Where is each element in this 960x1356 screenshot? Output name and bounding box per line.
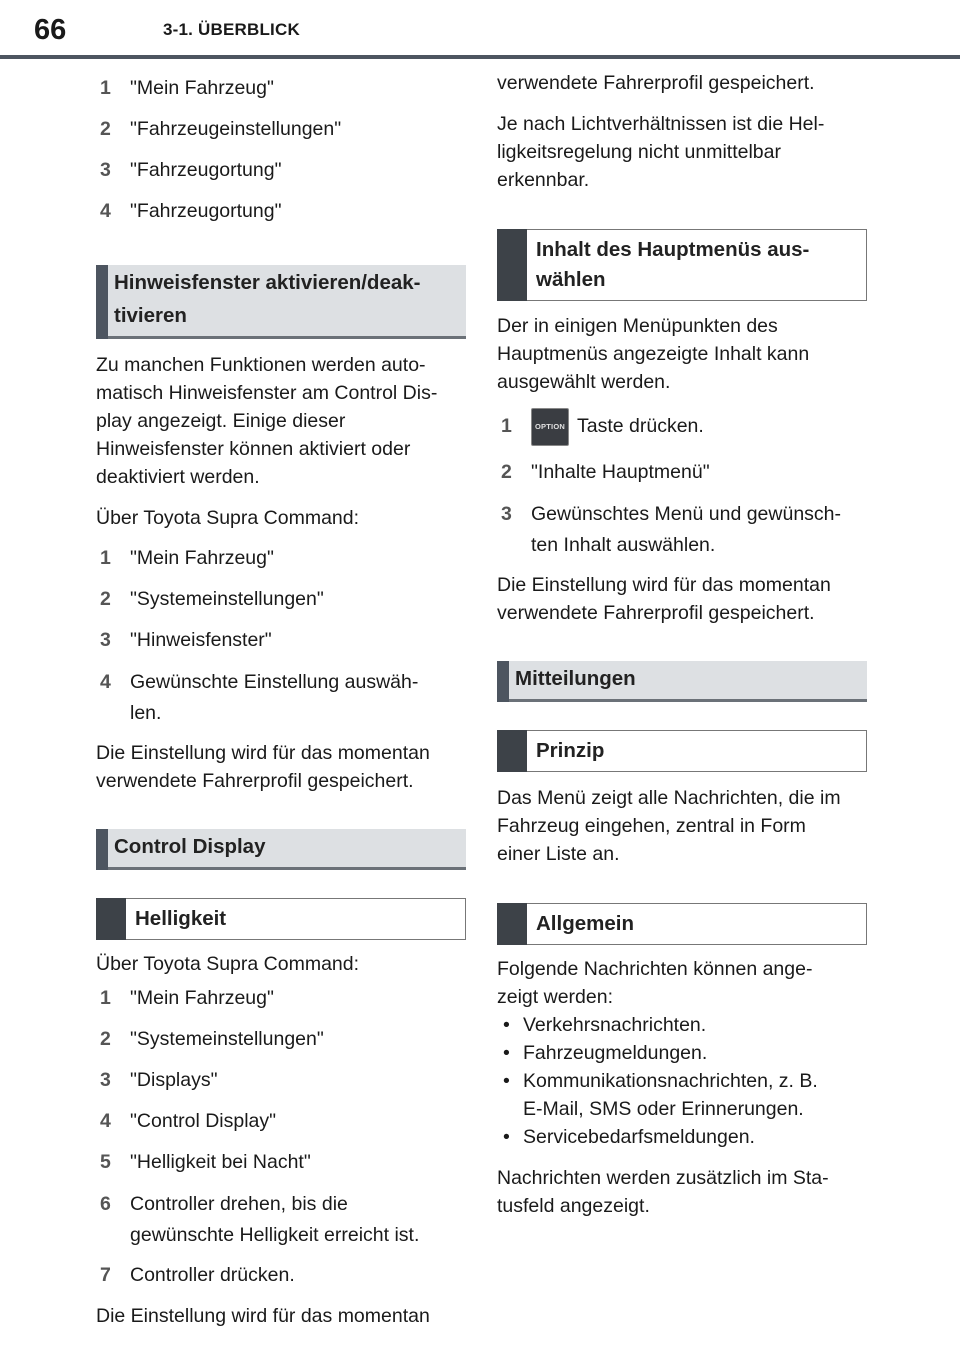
list-item-text: E-Mail, SMS oder Erinnerungen.: [523, 1098, 804, 1120]
text-line: Die Einstellung wird für das momentan: [96, 1305, 430, 1327]
list-item-text: Fahrzeugmeldungen.: [523, 1042, 708, 1064]
list-item: [497, 1011, 867, 1039]
step-text: "Displays": [130, 1069, 218, 1091]
intro-step-4: [96, 191, 466, 232]
inhalt-step-2: [497, 452, 867, 493]
text-line: Nachrichten werden zusätzlich im Sta-: [497, 1167, 829, 1189]
step-text: "Inhalte Hauptmenü": [531, 461, 710, 483]
chapter-title: 3-1. ÜBERBLICK: [163, 20, 300, 39]
step-number: 3: [501, 503, 512, 525]
list-item: [497, 1039, 867, 1067]
step-number: 1: [501, 415, 512, 437]
heading-text: Prinzip: [536, 739, 605, 762]
step-text: "Mein Fahrzeug": [130, 77, 274, 99]
text-line: ligkeitsregelung nicht unmittelbar: [497, 141, 781, 163]
list-item: [497, 1067, 867, 1123]
step-number: 3: [100, 159, 111, 181]
text-line: zeigt werden:: [497, 986, 613, 1008]
section-heading-control-display: [96, 829, 466, 870]
step-text: "Fahrzeugortung": [130, 200, 282, 222]
hinweis-step-2: [96, 579, 466, 620]
section-heading-hinweisfenster: [96, 265, 466, 339]
step-text-line-2: gewünschte Helligkeit erreicht ist.: [130, 1224, 420, 1246]
step-number: 7: [100, 1264, 111, 1286]
step-text: Taste drücken.: [577, 415, 704, 437]
intro-step-2: [96, 109, 466, 150]
text-line: Der in einigen Menüpunkten des: [497, 315, 778, 337]
bullet-icon: •: [503, 1070, 510, 1092]
step-number: 6: [100, 1193, 111, 1215]
heading-line-2: wählen: [536, 268, 606, 291]
step-text-line-2: ten Inhalt auswählen.: [531, 534, 716, 556]
step-number: 2: [100, 118, 111, 140]
list-item: [497, 1123, 867, 1151]
text-line: Fahrzeug eingehen, zentral in Form: [497, 815, 806, 837]
step-number: 3: [100, 629, 111, 651]
text-line: deaktiviert werden.: [96, 466, 260, 488]
hinweis-step-4: [96, 661, 466, 729]
message-bullet-list: [497, 1011, 867, 1151]
step-text-line-1: Gewünschte Einstellung auswäh-: [130, 671, 419, 693]
page-number: 66: [34, 14, 67, 46]
step-text: "Mein Fahrzeug": [130, 987, 274, 1009]
step-number: 2: [501, 461, 512, 483]
step-text: "Helligkeit bei Nacht": [130, 1151, 311, 1173]
bullet-icon: •: [503, 1014, 510, 1036]
text-line: ausgewählt werden.: [497, 371, 671, 393]
step-text: "Fahrzeugortung": [130, 159, 282, 181]
text-line: tusfeld angezeigt.: [497, 1195, 650, 1217]
step-number: 1: [100, 547, 111, 569]
text-line: Je nach Lichtverhältnissen ist die Hel-: [497, 113, 825, 135]
intro-step-1: [96, 68, 466, 109]
hinweis-step-3: [96, 620, 466, 661]
list-item-text: Verkehrsnachrichten.: [523, 1014, 707, 1036]
text-line: Das Menü zeigt alle Nachrichten, die im: [497, 787, 841, 809]
step-text: "Systemeinstellungen": [130, 588, 324, 610]
bullet-icon: •: [503, 1042, 510, 1064]
step-number: 4: [100, 200, 111, 222]
hell-step-1: [96, 978, 466, 1019]
left-column: [96, 60, 466, 1330]
hell-step-4: [96, 1101, 466, 1142]
step-number: 4: [100, 671, 111, 693]
command-intro: Über Toyota Supra Command:: [96, 953, 360, 975]
heading-text: Allgemein: [536, 912, 634, 935]
heading-line-1: Hinweisfenster aktivieren/deak-: [114, 271, 421, 294]
text-line: Folgende Nachrichten können ange-: [497, 958, 813, 980]
step-number: 1: [100, 987, 111, 1009]
step-text: "Systemeinstellungen": [130, 1028, 324, 1050]
text-line: matisch Hinweisfenster am Control Dis-: [96, 382, 438, 404]
hinweis-paragraph: [96, 351, 466, 491]
text-line: Die Einstellung wird für das momentan: [497, 574, 831, 596]
text-line: verwendete Fahrerprofil gespeichert.: [96, 770, 414, 792]
text-line: Hauptmenüs angezeigte Inhalt kann: [497, 343, 810, 365]
text-line: verwendete Fahrerprofil gespeichert.: [497, 72, 815, 94]
text-line: erkennbar.: [497, 169, 590, 191]
step-text: "Control Display": [130, 1110, 277, 1132]
step-number: 2: [100, 1028, 111, 1050]
text-line: Hinweisfenster können aktiviert oder: [96, 438, 411, 460]
right-column: [497, 60, 867, 1220]
intro-step-3: [96, 150, 466, 191]
step-text: "Fahrzeugeinstellungen": [130, 118, 342, 140]
inhalt-paragraph: [497, 312, 867, 396]
inhalt-step-3: [497, 493, 867, 561]
header-divider: [0, 55, 960, 59]
heading-line-2: tivieren: [114, 304, 187, 327]
step-number: 2: [100, 588, 111, 610]
subheading-helligkeit: [96, 898, 466, 940]
step-text: Controller drücken.: [130, 1264, 295, 1286]
inhalt-step-1: [497, 406, 867, 446]
section-heading-mitteilungen: [497, 661, 867, 702]
prinzip-paragraph: [497, 784, 867, 868]
bullet-icon: •: [503, 1126, 510, 1148]
text-line: einer Liste an.: [497, 843, 620, 865]
step-text: "Hinweisfenster": [130, 629, 272, 651]
subheading-inhalt-hauptmenue: [497, 229, 867, 301]
command-intro: Über Toyota Supra Command:: [96, 507, 360, 529]
heading-line-1: Inhalt des Hauptmenüs aus-: [536, 238, 810, 261]
step-number: 3: [100, 1069, 111, 1091]
heading-text: Helligkeit: [135, 907, 227, 930]
hell-step-5: [96, 1142, 466, 1183]
text-line: verwendete Fahrerprofil gespeichert.: [497, 602, 815, 624]
step-text-line-1: Controller drehen, bis die: [130, 1193, 348, 1215]
text-line: Zu manchen Funktionen werden auto-: [96, 354, 426, 376]
list-item-text: Kommunikationsnachrichten, z. B.: [523, 1070, 818, 1092]
light-paragraph: [497, 110, 867, 194]
heading-text: Control Display: [114, 835, 266, 858]
page-header: [0, 0, 960, 60]
hell-step-7: [96, 1255, 466, 1296]
step-text-line-2: len.: [130, 702, 162, 724]
step-number: 5: [100, 1151, 111, 1173]
step-text: "Mein Fahrzeug": [130, 547, 274, 569]
text-line: Die Einstellung wird für das momentan: [96, 742, 430, 764]
list-item-text: Servicebedarfsmeldungen.: [523, 1126, 755, 1148]
subheading-prinzip: [497, 730, 867, 772]
step-number: 4: [100, 1110, 111, 1132]
hell-step-2: [96, 1019, 466, 1060]
text-line: play angezeigt. Einige dieser: [96, 410, 346, 432]
step-number: 1: [100, 77, 111, 99]
hinweis-step-1: [96, 538, 466, 579]
heading-text: Mitteilungen: [515, 667, 636, 690]
option-key-icon: OPTION: [531, 408, 569, 446]
subheading-allgemein: [497, 903, 867, 945]
hell-step-6: [96, 1183, 466, 1251]
hell-step-3: [96, 1060, 466, 1101]
step-text-line-1: Gewünschtes Menü und gewünsch-: [531, 503, 842, 525]
